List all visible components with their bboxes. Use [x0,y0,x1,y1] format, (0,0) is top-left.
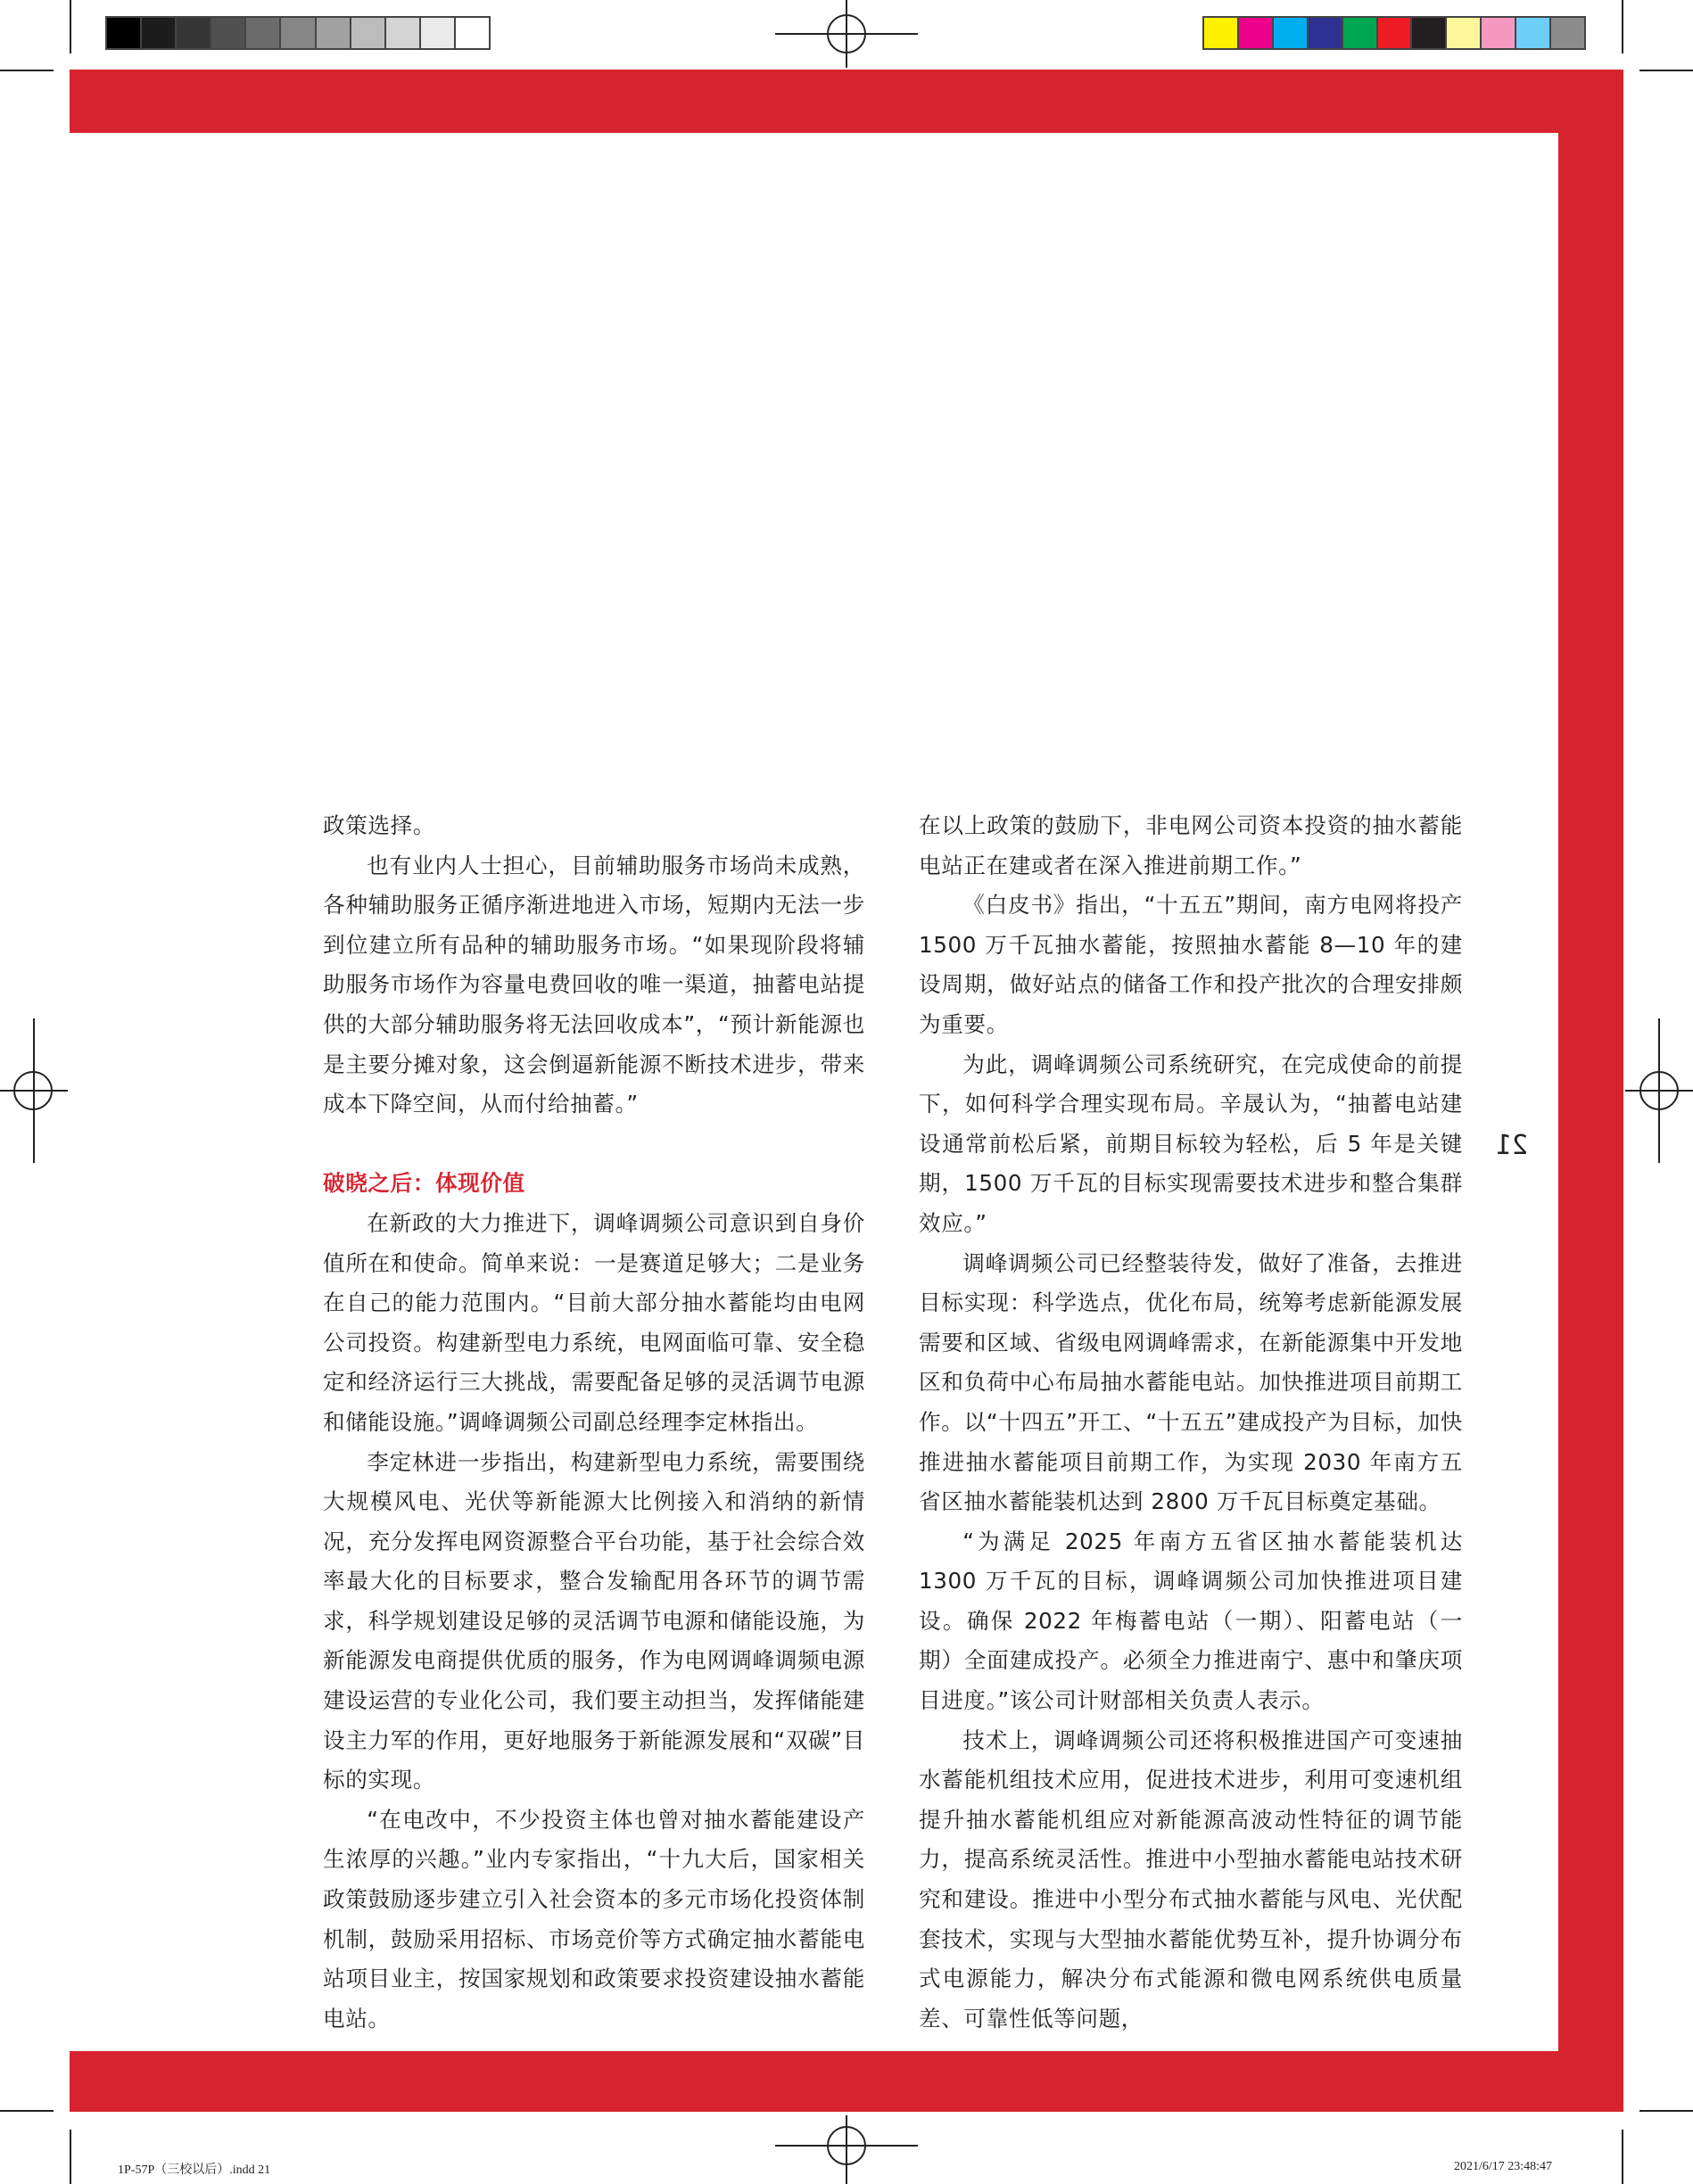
calibration-swatch [1412,18,1447,48]
paragraph: 技术上，调峰调频公司还将积极推进国产可变速抽水蓄能机组技术应用，促进技术进步，利用可变速机组提升抽水蓄能机组应对新能源高波动性特征的调节能力，提高系统灵活性。推进中小型抽水蓄能电站技术研究和建设。推进中小型分布式抽水蓄能与风电、光伏配套技术，实现与大型抽水蓄能优势互补，提升协调分布式电源能力，解决分布式能源和微电网系统供电质量差、可靠性低等问题， [919,1727,1463,2032]
calibration-swatch [177,18,211,48]
calibration-swatch [1551,18,1584,48]
paragraph: 政策选择。 [323,812,435,838]
red-frame-bottom [70,2051,1623,2112]
paragraph: 在以上政策的鼓励下，非电网公司资本投资的抽水蓄能电站正在建或者在深入推进前期工作。” [919,812,1463,878]
calibration-swatch [1204,18,1239,48]
color-calibration-bar [1202,16,1586,50]
paragraph: 李定林进一步指出，构建新型电力系统，需要围绕大规模风电、光伏等新能源大比例接入和消纳的新情况，充分发挥电网资源整合平台功能，基于社会综合效率最大化的目标要求，整合发输配用各环节的调节需求，科学规划建设足够的灵活调节电源和储能设施，为新能源发电商提供优质的服务，作为电网调峰调频电源建设运营的专业化公司，我们要主动担当，发挥储能建设主力军的作用，更好地服务于新能源发展和“双碳”目标的实现。 [323,1448,865,1793]
article-column-left [323,806,865,2039]
calibration-swatch [281,18,316,48]
slug-datetime: 2021/6/17 23:48:47 [1454,2160,1553,2173]
calibration-swatch [456,18,489,48]
calibration-swatch [1239,18,1274,48]
calibration-swatch [1343,18,1378,48]
slug-file-name: 1P-57P（三校以后）.indd 21 [118,2163,271,2177]
paragraph: 也有业内人士担心，目前辅助服务市场尚未成熟，各种辅助服务正循序渐进地进入市场，短期内无法一步到位建立所有品种的辅助服务市场。“如果现阶段将辅助服务市场作为容量电费回收的唯一渠道，抽蓄电站提供的大部分辅助服务将无法回收成本”，“预计新能源也是主要分摊对象，这会倒逼新能源不断技术进步，带来成本下降空间，从而付给抽蓄。” [323,852,865,1117]
paragraph: 《白皮书》指出，“十五五”期间，南方电网将投产 1500 万千瓦抽水蓄能，按照抽水蓄能 8—10 年的建设周期，做好站点的储备工作和投产批次的合理安排颇为重要。 [919,892,1463,1037]
calibration-swatch [211,18,246,48]
paragraph: 为此，调峰调频公司系统研究，在完成使命的前提下，如何科学合理实现布局。辛晟认为，“抽蓄电站建设通常前松后紧，前期目标较为轻松，后 5 年是关键期，1500 万千瓦的目标实现需要技术进步和整合集群效应。” [919,1051,1463,1236]
calibration-swatch [246,18,281,48]
calibration-swatch [107,18,142,48]
calibration-swatch [317,18,351,48]
section-heading: 破晓之后：体现价值 [323,1170,525,1197]
calibration-swatch [421,18,456,48]
grayscale-calibration-bar [105,16,491,50]
paragraph: “为满足 2025 年南方五省区抽水蓄能装机达 1300 万千瓦的目标，调峰调频公司加快推进项目建设。确保 2022 年梅蓄电站（一期）、阳蓄电站（一期）全面建成投产。必须全力推进南宁、惠中和肇庆项目进度。”该公司计财部相关负责人表示。 [919,1528,1463,1714]
red-frame-top [70,70,1623,133]
calibration-swatch [386,18,421,48]
calibration-swatch [351,18,386,48]
page-number: 21 [1496,1130,1529,1161]
calibration-swatch [142,18,177,48]
calibration-swatch [1378,18,1413,48]
article-column-right [919,806,1463,2039]
calibration-swatch [1309,18,1343,48]
calibration-swatch [1516,18,1551,48]
calibration-swatch [1447,18,1482,48]
paragraph: 调峰调频公司已经整装待发，做好了准备，去推进目标实现：科学选点，优化布局，统筹考虑新能源发展需要和区域、省级电网调峰需求，在新能源集中开发地区和负荷中心布局抽水蓄能电站。加快推进项目前期工作。以“十四五”开工、“十五五”建成投产为目标，加快推进抽水蓄能项目前期工作，为实现 2030 年南方五省区抽水蓄能装机达到 2800 万千瓦目标奠定基础。 [919,1249,1463,1515]
paragraph: “在电改中，不少投资主体也曾对抽水蓄能建设产生浓厚的兴趣。”业内专家指出，“十九大后，国家相关政策鼓励逐步建立引入社会资本的多元市场化投资体制机制，鼓励采用招标、市场竞价等方式确定抽水蓄能电站项目业主，按国家规划和政策要求投资建设抽水蓄能电站。 [323,1806,865,2032]
calibration-swatch [1274,18,1309,48]
calibration-swatch [1482,18,1516,48]
red-frame-right [1558,70,1623,2056]
paragraph: 在新政的大力推进下，调峰调频公司意识到自身价值所在和使命。简单来说：一是赛道足够大；二是业务在自己的能力范围内。“目前大部分抽水蓄能均由电网公司投资。构建新型电力系统，电网面临可靠、安全稳定和经济运行三大挑战，需要配备足够的灵活调节电源和储能设施。”调峰调频公司副总经理李定林指出。 [323,1209,865,1435]
